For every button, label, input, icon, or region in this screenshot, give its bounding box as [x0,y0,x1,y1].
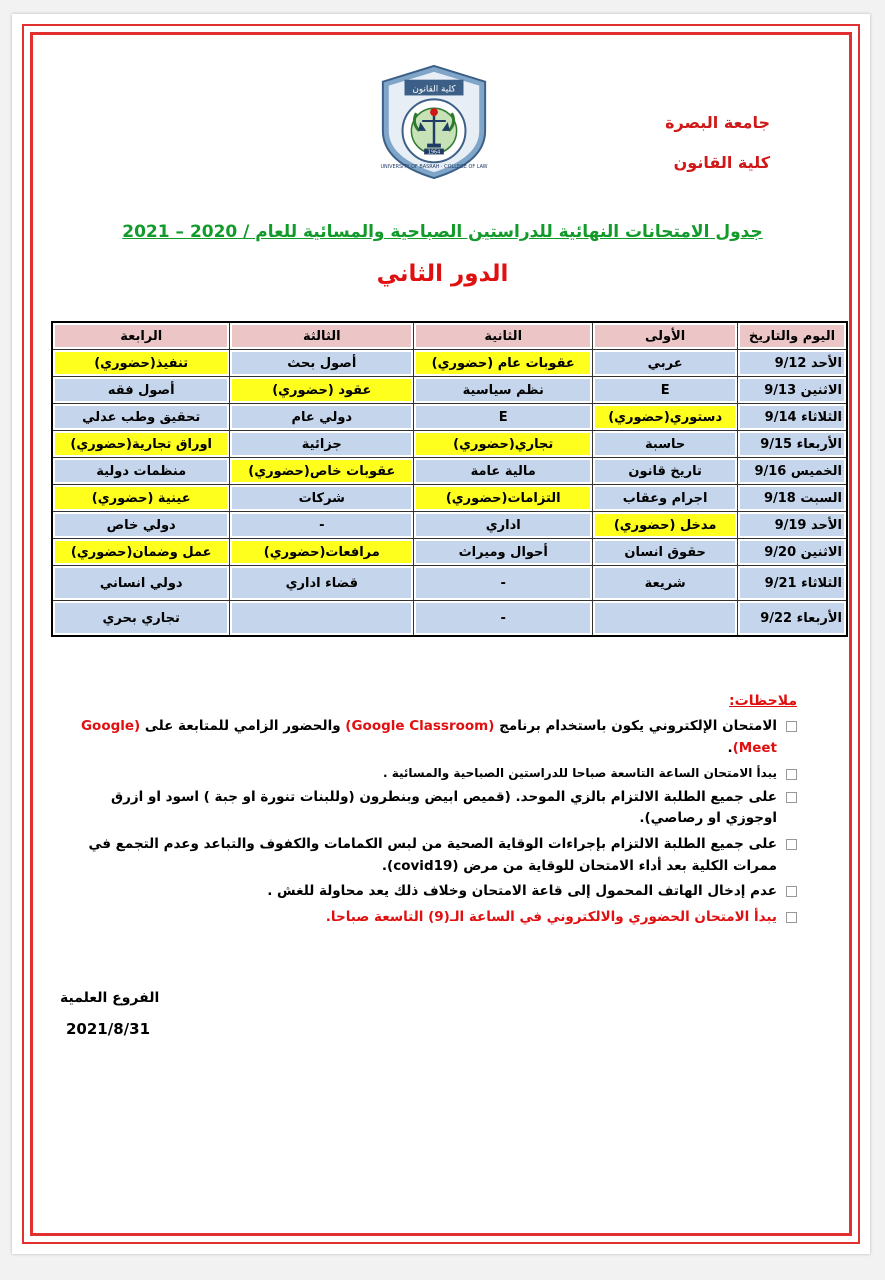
note-emphasis: (Google Meet) [80,718,777,756]
table-cell: مالية عامة [414,458,593,485]
note-item [60,716,797,759]
note-text: على جميع الطلبة الالتزام بإجراءات الوقاية الصحية من لبس الكمامات والكفوف والتباعد وعدم التجمع في ممرات الكلية بعد أداء الامتحان للوقاية من مرض (covid19). [88,835,777,874]
table-row [52,377,847,404]
table-cell-in-person: مدخل (حضوري) [593,512,738,539]
college-seal-logo [375,62,493,180]
table-cell: دولي انساني [52,566,230,601]
table-cell: - [230,512,414,539]
table-cell-in-person: التزامات(حضوري) [414,485,593,512]
table-cell-in-person: عمل وضمان(حضوري) [52,539,230,566]
day-cell: الثلاثاء 9/14 [738,404,848,431]
table-row [52,458,847,485]
day-cell: الأربعاء 9/22 [738,601,848,637]
header-second: الثانية [414,322,593,350]
table-cell-in-person: مرافعات(حضوري) [230,539,414,566]
table-cell: أصول فقه [52,377,230,404]
bullet-box-icon [786,721,797,732]
table-cell: أحوال وميراث [414,539,593,566]
table-cell: E [414,404,593,431]
table-cell: دولي خاص [52,512,230,539]
svg-text:كلية القانون: كلية القانون [412,84,456,95]
bullet-box-icon [786,769,797,780]
table-cell: شريعة [593,566,738,601]
header-day-date: اليوم والتاريخ [738,322,848,350]
table-row [52,601,847,637]
table-cell-in-person: عقود (حضوري) [230,377,414,404]
university-name: جامعة البصرة [665,113,770,132]
bullet-box-icon [786,886,797,897]
table-cell-in-person: عقوبات خاص(حضوري) [230,458,414,485]
table-cell [230,601,414,637]
table-cell: عربي [593,350,738,377]
table-row [52,485,847,512]
table-cell: اداري [414,512,593,539]
table-cell: حاسبة [593,431,738,458]
notes-heading: ملاحظات: [729,693,797,709]
header-fourth: الرابعة [52,322,230,350]
table-cell: أصول بحث [230,350,414,377]
exam-schedule-table [51,321,848,637]
day-cell: الثلاثاء 9/21 [738,566,848,601]
bullet-box-icon [786,839,797,850]
table-row [52,512,847,539]
day-cell: الاثنين 9/20 [738,539,848,566]
note-text: على جميع الطلبة الالتزام بالزي الموحد. (قميص ابيض وبنطرون (وللبنات تنورة او جبة ) اسود او ازرق اوجوزي او رصاصي). [111,788,777,827]
bullet-box-icon [786,792,797,803]
note-item [60,881,797,903]
table-row [52,350,847,377]
header-third: الثالثة [230,322,414,350]
note-item [60,764,797,783]
table-cell: جزائية [230,431,414,458]
table-cell: تجاري بحري [52,601,230,637]
college-name: كلية القانون [673,153,770,172]
note-text: يبدأ الامتحان الحضوري والالكتروني في الساعة الـ(9) التاسعة صباحا. [325,908,777,925]
signature-label: الفروع العلمية [60,990,160,1006]
note-text: الامتحان الإلكتروني يكون باستخدام برنامج [494,718,777,735]
day-cell: الأحد 9/12 [738,350,848,377]
table-cell: تاريخ قانون [593,458,738,485]
day-cell: السبت 9/18 [738,485,848,512]
note-item [60,907,797,929]
table-cell-in-person: دستوري(حضوري) [593,404,738,431]
note-item [60,787,797,830]
note-text: والحضور الزامي للمتابعة على [140,718,346,735]
day-cell: الاثنين 9/13 [738,377,848,404]
header-first: الأولى [593,322,738,350]
table-cell: منظمات دولية [52,458,230,485]
table-cell: - [414,601,593,637]
table-cell-in-person: تجاري(حضوري) [414,431,593,458]
note-item [60,834,797,877]
note-text: عدم إدخال الهاتف المحمول إلى قاعة الامتحان وخلاف ذلك يعد محاولة للغش . [267,883,777,900]
note-text: . [727,739,733,756]
table-cell-in-person: اوراق تجارية(حضوري) [52,431,230,458]
svg-text:UNIVERSITY OF BASRAH · COLLEGE: UNIVERSITY OF BASRAH · COLLEGE OF LAW [380,164,488,171]
bullet-box-icon [786,912,797,923]
table-cell: نظم سياسية [414,377,593,404]
table-cell: قضاء اداري [230,566,414,601]
table-cell: - [414,566,593,601]
table-row [52,404,847,431]
table-cell: تحقيق وطب عدلي [52,404,230,431]
table-cell-in-person: عقوبات عام (حضوري) [414,350,593,377]
table-cell: دولي عام [230,404,414,431]
day-cell: الخميس 9/16 [738,458,848,485]
table-cell-in-person: عينية (حضوري) [52,485,230,512]
table-row [52,431,847,458]
note-emphasis: (Google Classroom) [345,718,495,735]
table-cell: E [593,377,738,404]
notes-section [60,690,797,932]
table-cell-in-person: تنفيذ(حضوري) [52,350,230,377]
table-cell [593,601,738,637]
table-cell: حقوق انسان [593,539,738,566]
day-cell: الأربعاء 9/15 [738,431,848,458]
day-cell: الأحد 9/19 [738,512,848,539]
table-cell: شركات [230,485,414,512]
page-title: جدول الامتحانات النهائية للدراستين الصباحية والمسائية للعام / 2020 – 2021 [122,222,763,242]
svg-text:1964: 1964 [427,149,441,156]
table-header-row [52,322,847,350]
exam-round-title: الدور الثاني [376,261,509,287]
table-row [52,539,847,566]
table-cell: اجرام وعقاب [593,485,738,512]
note-text: يبدأ الامتحان الساعة التاسعة صباحا للدراستين الصباحية والمسائية . [383,765,777,780]
table-row [52,566,847,601]
document-date: 2021/8/31 [66,1020,151,1038]
